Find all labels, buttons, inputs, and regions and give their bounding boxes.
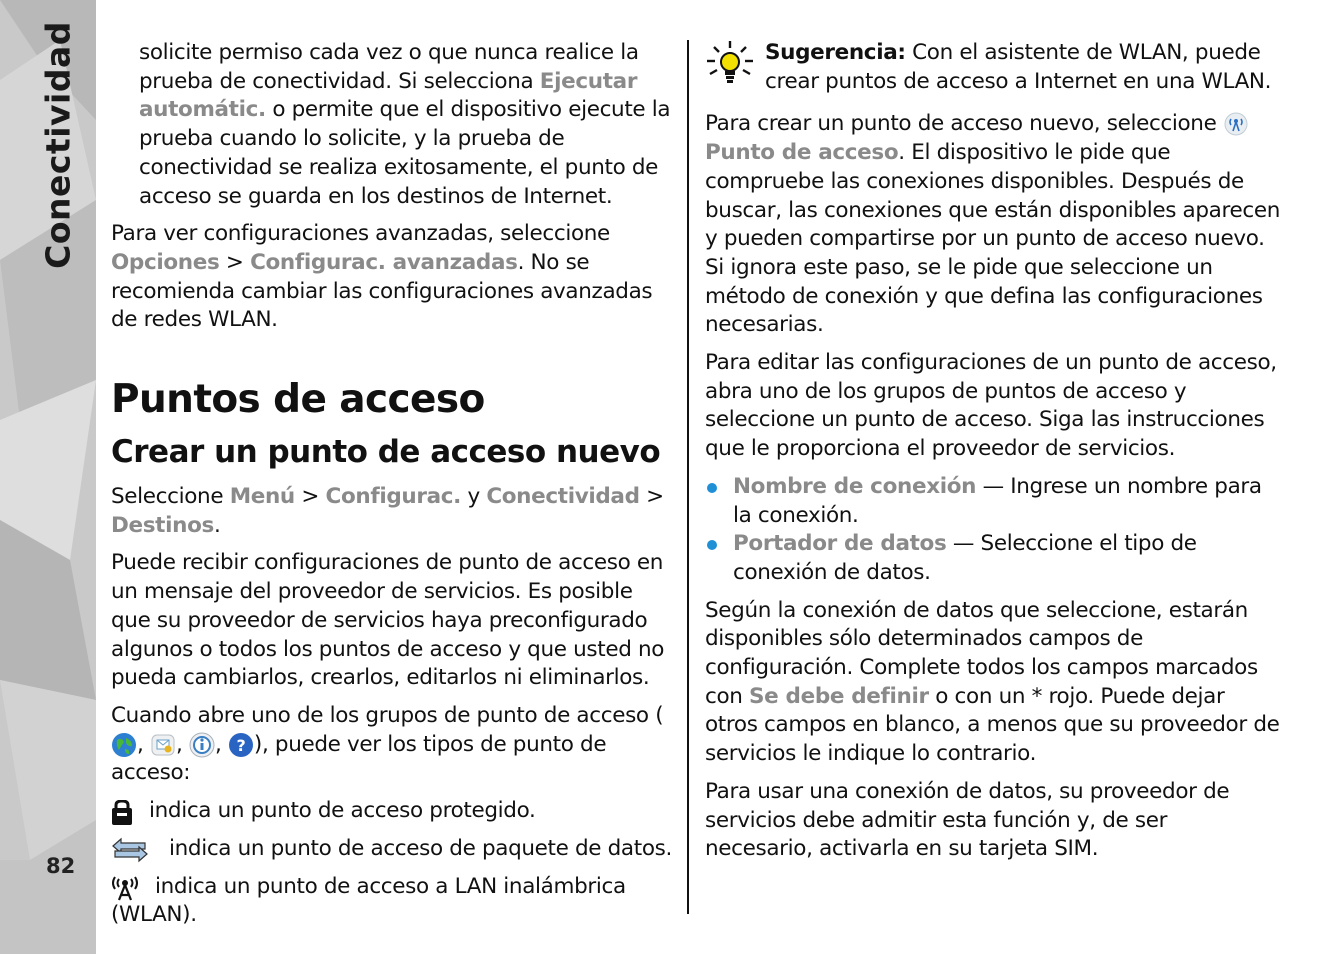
info-icon <box>189 732 215 758</box>
svg-text:?: ? <box>236 735 246 755</box>
bullet-list <box>705 473 1280 588</box>
subsection-heading: Crear un punto de acceso nuevo <box>111 434 661 471</box>
section-title: Conectividad <box>38 21 78 269</box>
menu-option: Configurac. avanzadas <box>250 249 518 275</box>
menu-option: Menú <box>229 484 295 510</box>
menu-option: Conectividad <box>486 484 640 510</box>
tip-text: Sugerencia: Con el asistente de WLAN, puede crear puntos de acceso a Internet en una WLAN. <box>765 40 1272 94</box>
list-item: Portador de datos — Seleccione el tipo de conexión de datos. <box>705 530 1280 587</box>
menu-option: Destinos <box>111 512 214 538</box>
list-item: Nombre de conexión — Ingrese un nombre para la conexión. <box>705 473 1280 530</box>
access-point-type-wlan <box>111 873 676 930</box>
paragraph: Para editar las configuraciones de un punto de acceso, abra uno de los grupos de puntos de acceso y seleccione un punto de acceso. Siga las instrucciones que le proporciona el proveedor de servicios. <box>705 350 1277 462</box>
protected-access-point-icon <box>111 800 135 826</box>
menu-option: Punto de acceso <box>705 140 899 166</box>
paragraph: solicite permiso cada vez o que nunca realice la prueba de conectividad. Si selecciona Ejecutar automátic. o permite que el dispositivo ejecute la prueba cuando lo solicite, y la prueba de conectividad se realiza exitosamente, el punto de acceso se guarda en los destinos de Internet. <box>139 40 671 209</box>
paragraph: Seleccione Menú > Configurac. y Conectividad > Destinos. <box>111 484 664 538</box>
menu-option: Opciones <box>111 249 220 275</box>
access-point-type-packet-data <box>111 835 676 864</box>
paragraph: Para ver configuraciones avanzadas, seleccione Opciones > Configurac. avanzadas. No se recomienda cambiar las configuraciones avanzadas de redes WLAN. <box>111 221 653 333</box>
option-label: Nombre de conexión <box>733 473 977 499</box>
paragraph: Para crear un punto de acceso nuevo, seleccione Punto de acceso. El dispositivo le pide que compruebe las conexiones disponibles. Después de buscar, las conexiones que están disponibles aparecen y pueden compartirse por un punto de acceso nuevo. Si ignora este paso, se le pide que seleccione un método de conexión y que defina las configuraciones necesarias. <box>705 111 1281 338</box>
paragraph: Puede recibir configuraciones de punto de acceso en un mensaje del proveedor de servicios. Es posible que su proveedor de servicios haya preconfigurado algunos o todos los puntos de acceso y que usted no pueda cambiarlos, crearlos, editarlos ni eliminarlos. <box>111 550 665 691</box>
section-heading: Puntos de acceso <box>111 377 485 423</box>
column-divider <box>687 40 689 914</box>
wlan-icon <box>111 873 139 901</box>
right-column <box>705 39 1280 873</box>
option-label: Portador de datos <box>733 531 947 557</box>
page-number: 82 <box>46 854 76 878</box>
paragraph: Para usar una conexión de datos, su proveedor de servicios debe admitir esta función y, de ser necesario, activarla en su tarjeta SIM. <box>705 778 1230 862</box>
access-point-type-protected <box>111 797 676 826</box>
left-column <box>111 39 676 930</box>
icon-description: indica un punto de acceso a LAN inalámbrica (WLAN). <box>111 873 626 928</box>
icon-description: indica un punto de acceso protegido. <box>149 798 536 824</box>
help-icon <box>228 732 254 758</box>
sidebar <box>0 0 96 954</box>
menu-option: Ejecutar automátic. <box>139 68 638 123</box>
menu-option: Configurac. <box>325 484 461 510</box>
packet-data-icon <box>111 837 149 863</box>
tip-label: Sugerencia: <box>765 40 906 65</box>
globe-icon <box>111 732 137 758</box>
menu-option: Se debe definir <box>749 683 929 709</box>
tip-box <box>705 39 1280 96</box>
paragraph: Cuando abre uno de los grupos de punto de acceso (, , , ? ), puede ver los tipos de punto de acceso: <box>111 702 664 786</box>
icon-description: indica un punto de acceso de paquete de datos. <box>169 836 672 862</box>
lightbulb-icon <box>705 39 755 89</box>
new-access-point-icon <box>1223 111 1249 137</box>
paragraph: Según la conexión de datos que seleccione, estarán disponibles sólo determinados campos de configuración. Complete todos los campos marcados con Se debe definir o con un * rojo. Puede dejar otros campos en blanco, a menos que su proveedor de servicios le indique lo contrario. <box>705 597 1280 767</box>
messaging-icon <box>150 732 176 758</box>
